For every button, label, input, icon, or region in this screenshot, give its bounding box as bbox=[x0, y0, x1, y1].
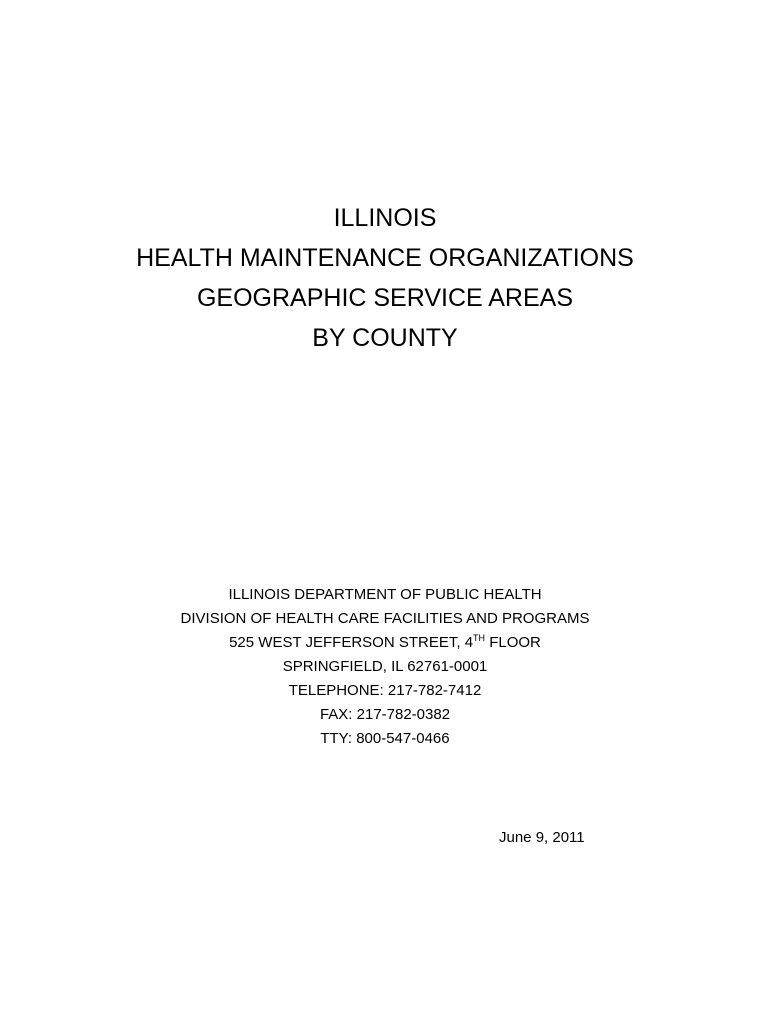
title-state: ILLINOIS bbox=[333, 204, 437, 232]
title-grouping: BY COUNTY bbox=[312, 324, 458, 352]
telephone-number: TELEPHONE: 217-782-7412 bbox=[288, 682, 482, 699]
agency-contact-block bbox=[0, 583, 770, 751]
publication-date: June 9, 2011 bbox=[499, 829, 585, 846]
city-state-zip: SPRINGFIELD, IL 62761-0001 bbox=[282, 658, 488, 675]
department-name: ILLINOIS DEPARTMENT OF PUBLIC HEALTH bbox=[228, 586, 542, 603]
floor-ordinal-superscript: TH bbox=[473, 633, 486, 643]
street-address-floor: FLOOR bbox=[485, 634, 541, 651]
title-subject: HEALTH MAINTENANCE ORGANIZATIONS bbox=[136, 244, 634, 272]
title-scope: GEOGRAPHIC SERVICE AREAS bbox=[196, 284, 574, 312]
document-title bbox=[0, 198, 770, 358]
street-address bbox=[0, 631, 770, 655]
street-address-main: 525 WEST JEFFERSON STREET, 4 bbox=[229, 634, 474, 651]
fax-number: FAX: 217-782-0382 bbox=[319, 706, 451, 723]
tty-number: TTY: 800-547-0466 bbox=[320, 730, 450, 747]
division-name: DIVISION OF HEALTH CARE FACILITIES AND PROGRAMS bbox=[180, 610, 590, 627]
